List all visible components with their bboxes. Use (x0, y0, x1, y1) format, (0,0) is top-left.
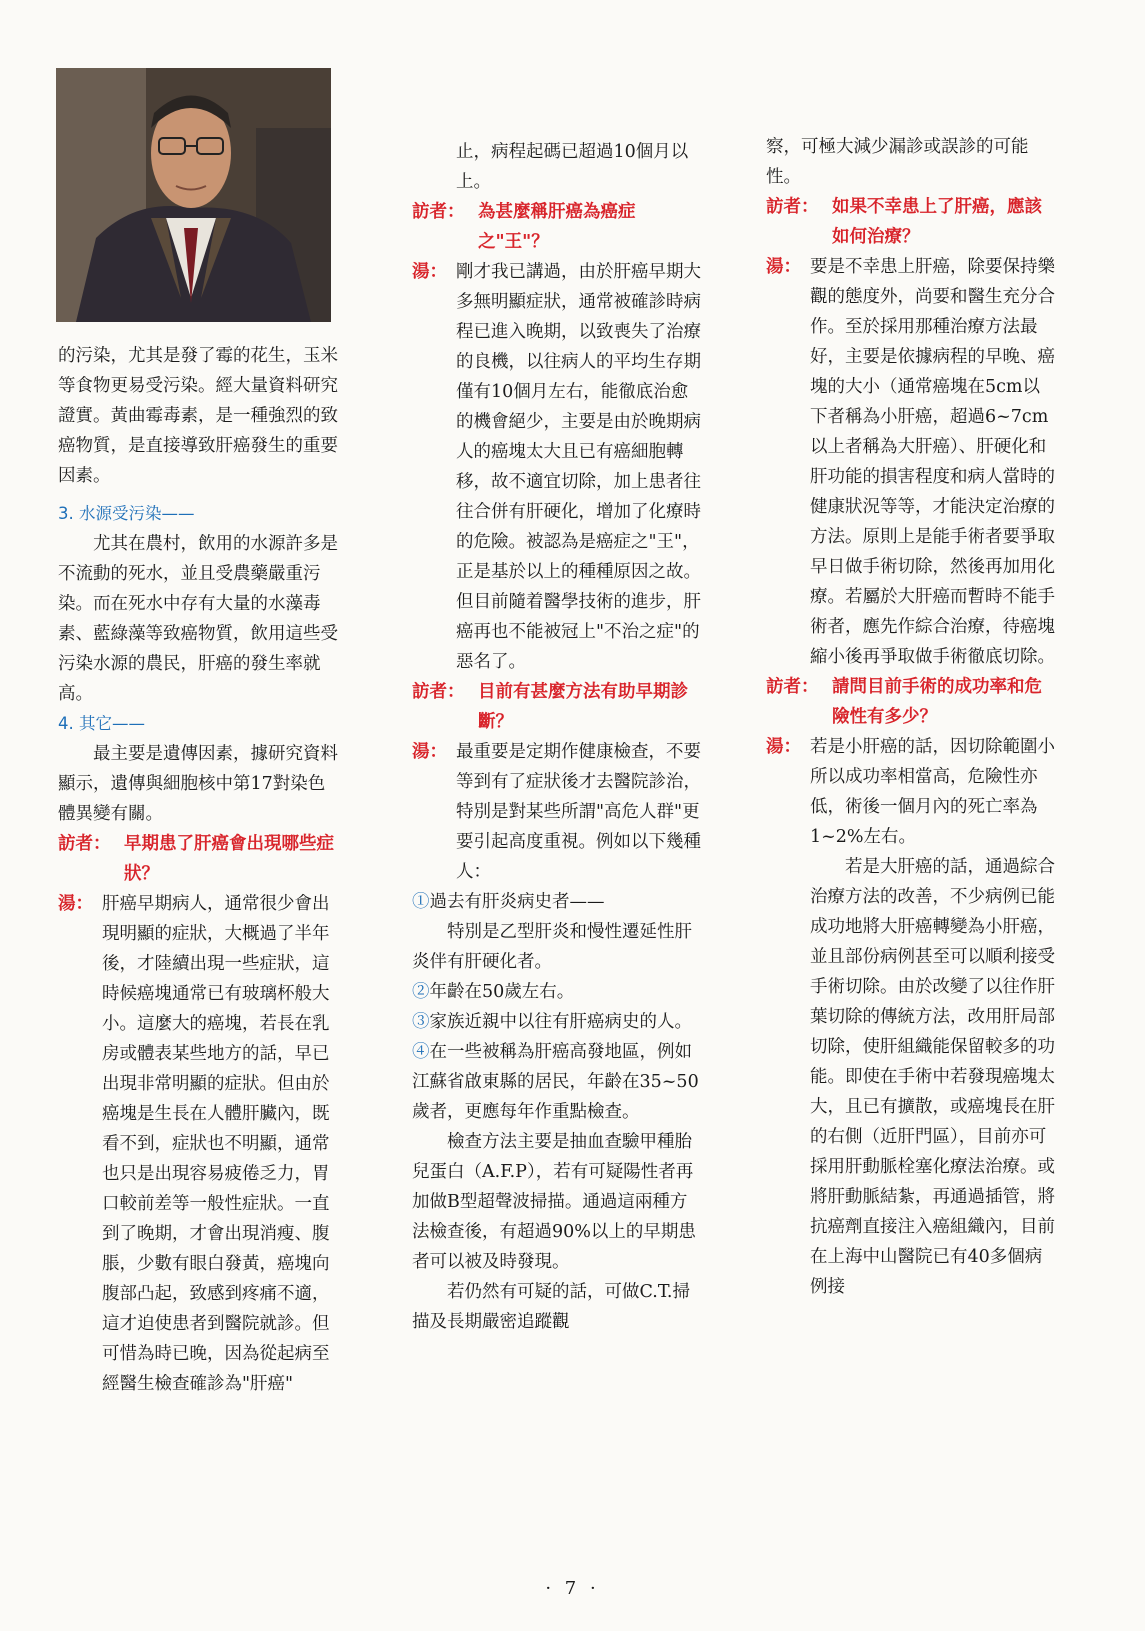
answer-text: 肝癌早期病人，通常很少會出現明顯的症狀，大概過了半年後，才陸續出現一些症狀，這時候癌塊通常已有玻璃杯般大小。這麼大的癌塊，若長在乳房或體表某些地方的話，早已出現非常明顯的症狀。但由於癌塊是生長在人體肝臟內，既看不到，症狀也不明顯，通常也只是出現容易疲倦乏力，胃口較前差等一般性症狀。一直到了晚期，才會出現消瘦、腹脹，少數有眼白發黃，癌塊向腹部凸起，致感到疼痛不適，這才迫使患者到醫院就診。但可惜為時已晚，因為從起病至經醫生檢查確診為"肝癌" (102, 894, 330, 1394)
column-3 (766, 132, 1056, 1302)
answerer-label: 湯： (766, 737, 801, 757)
page-number: · 7 · (545, 1578, 600, 1599)
section-heading: 4. 其它—— (58, 714, 145, 733)
list-text: 在一些被稱為肝癌高發地區，例如江蘇省啟東縣的居民，年齡在35~50歲者，更應每年作重點檢查。 (412, 1042, 699, 1122)
interviewer-question (766, 672, 1056, 732)
interviewer-question (58, 829, 338, 889)
answer (766, 252, 1056, 672)
interviewer-question (412, 197, 702, 257)
paragraph: 特別是乙型肝炎和慢性遷延性肝炎伴有肝硬化者。 (412, 922, 692, 972)
answer (58, 889, 338, 1399)
answerer-label: 湯： (58, 894, 93, 914)
column-2 (412, 137, 702, 1337)
question-text: 目前有甚麼方法有助早期診斷？ (478, 682, 688, 732)
paragraph: 察，可極大減少漏診或誤診的可能性。 (766, 137, 1029, 187)
list-item (412, 977, 702, 1007)
paragraph: 檢查方法主要是抽血查驗甲種胎兒蛋白（A.F.P），若有可疑陽性者再加做B型超聲波掃描。通過這兩種方法檢查後，有超過90%以上的早期患者可以被及時發現。 (412, 1132, 696, 1272)
paragraph: 最主要是遺傳因素，據研究資料顯示，遺傳與細胞核中第17對染色體異變有關。 (58, 744, 338, 824)
list-item (412, 1037, 702, 1127)
list-text: 過去有肝炎病史者—— (429, 892, 605, 912)
answer-text: 最重要是定期作健康檢查，不要等到有了症狀後才去醫院診治，特別是對某些所謂"高危人群"更要引起高度重視。例如以下幾種人： (456, 742, 701, 882)
interviewer-label: 訪者： (58, 834, 111, 854)
interviewer-question (766, 192, 1056, 252)
interviewer-label: 訪者： (766, 197, 819, 217)
list-item (412, 1007, 702, 1037)
answerer-label: 湯： (412, 742, 447, 762)
interviewer-question (412, 677, 702, 737)
interviewer-label: 訪者： (766, 677, 819, 697)
answer (412, 257, 702, 677)
question-text: 請問目前手術的成功率和危險性有多少？ (832, 677, 1042, 727)
answer-text: 要是不幸患上肝癌，除要保持樂觀的態度外，尚要和醫生充分合作。至於採用那種治療方法最好，主要是依據病程的早晚、癌塊的大小（通常癌塊在5cm以下者稱為小肝癌，超過6~7cm以上者稱為大肝癌）、肝硬化和肝功能的損害程度和病人當時的健康狀況等等，才能決定治療的方法。原則上是能手術者要爭取早日做手術切除，然後再加用化療。若屬於大肝癌而暫時不能手術者，應先作綜合治療，待癌塊縮小後再爭取做手術徹底切除。 (810, 257, 1055, 667)
interviewer-label: 訪者： (412, 202, 465, 222)
answerer-label: 湯： (766, 257, 801, 277)
question-text: 為甚麼稱肝癌為癌症之"王"？ (478, 202, 636, 252)
question-text: 如果不幸患上了肝癌，應該如何治療？ (832, 197, 1042, 247)
paragraph: 止，病程起碼已超過10個月以上。 (456, 142, 689, 192)
portrait-photo (56, 68, 331, 322)
answer (412, 737, 702, 887)
paragraph: 若是大肝癌的話，通過綜合治療方法的改善，不少病例已能成功地將大肝癌轉變為小肝癌，並且部份病例甚至可以順利接受手術切除。由於改變了以往作肝葉切除的傳統方法，改用肝局部切除，使肝組織能保留較多的功能。即使在手術中若發現癌塊太大，且已有擴散，或癌塊長在肝的右側（近肝門區），目前亦可採用肝動脈栓塞化療法治療。或將肝動脈結紮，再通過插管，將抗癌劑直接注入癌組織內，目前在上海中山醫院已有40多個病例接 (810, 857, 1055, 1297)
answer-text: 剛才我已講過，由於肝癌早期大多無明顯症狀，通常被確診時病程已進入晚期，以致喪失了治療的良機，以往病人的平均生存期僅有10個月左右，能徹底治愈的機會絕少，主要是由於晚期病人的癌塊太大且已有癌細胞轉移，故不適宜切除，加上患者往往合併有肝硬化，增加了化療時的危險。被認為是癌症之"王"，正是基於以上的種種原因之故。但目前隨着醫學技術的進步，肝癌再也不能被冠上"不治之症"的惡名了。 (456, 262, 701, 672)
list-text: 年齡在50歲左右。 (429, 982, 575, 1002)
portrait-illustration (56, 68, 331, 322)
paragraph: 若仍然有可疑的話，可做C.T.掃描及長期嚴密追蹤觀 (412, 1282, 690, 1332)
answer-text: 若是小肝癌的話，因切除範圍小所以成功率相當高，危險性亦低，術後一個月內的死亡率為1~2%左右。 (810, 737, 1055, 847)
list-item (412, 887, 702, 917)
answer (766, 732, 1056, 852)
list-number: ④ (412, 1042, 430, 1062)
column-1 (58, 341, 338, 1399)
paragraph: 的污染，尤其是發了霉的花生，玉米等食物更易受污染。經大量資料研究證實。黃曲霉毒素，是一種強烈的致癌物質，是直接導致肝癌發生的重要因素。 (58, 346, 338, 486)
list-text: 家族近親中以往有肝癌病史的人。 (429, 1012, 692, 1032)
list-number: ③ (412, 1012, 430, 1032)
question-text: 早期患了肝癌會出現哪些症狀？ (124, 834, 334, 884)
section-heading: 3. 水源受污染—— (58, 504, 195, 523)
answerer-label: 湯： (412, 262, 447, 282)
paragraph: 尤其在農村，飲用的水源許多是不流動的死水，並且受農藥嚴重污染。而在死水中存有大量的水藻毒素、藍綠藻等致癌物質，飲用這些受污染水源的農民，肝癌的發生率就高。 (58, 534, 338, 704)
list-number: ② (412, 982, 430, 1002)
list-number: ① (412, 892, 430, 912)
interviewer-label: 訪者： (412, 682, 465, 702)
